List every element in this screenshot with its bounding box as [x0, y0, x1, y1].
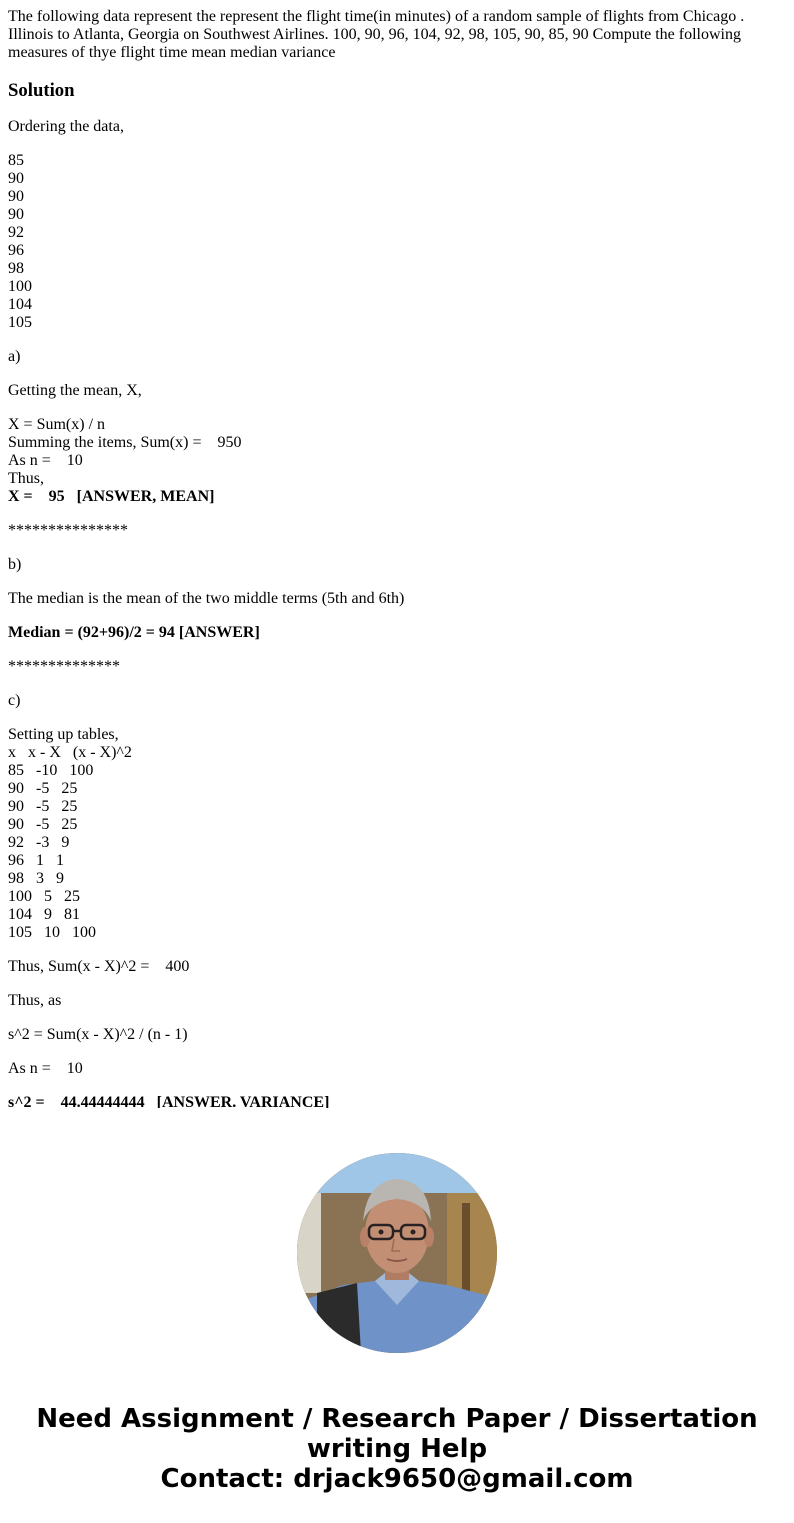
sum-squares-line: Thus, Sum(x - X)^2 = 400 [8, 958, 190, 975]
median-explanation: The median is the mean of the two middle terms (5th and 6th) [8, 590, 405, 607]
part-b-label: b) [8, 556, 22, 573]
deviation-table [8, 726, 786, 942]
mean-answer: X = 95 [ANSWER, MEAN] [8, 488, 215, 505]
list-item: 104 [8, 296, 32, 313]
promo-banner [0, 1404, 794, 1494]
n-line: As n = 10 [8, 452, 83, 469]
table-row: 85 -10 100 [8, 762, 94, 779]
list-item: 98 [8, 260, 24, 277]
table-row: 92 -3 9 [8, 834, 70, 851]
variance-answer: s^2 = 44.44444444 [ANSWER. VARIANCE] [8, 1094, 330, 1108]
separator: ************** [8, 658, 120, 675]
list-item: 90 [8, 206, 24, 223]
table-header: x x - X (x - X)^2 [8, 744, 132, 761]
list-item: 105 [8, 314, 32, 331]
table-row: 104 9 81 [8, 906, 80, 923]
list-item: 100 [8, 278, 32, 295]
promo-contact: Contact: drjack9650@gmail.com [160, 1464, 634, 1494]
table-row: 96 1 1 [8, 852, 64, 869]
separator: *************** [8, 522, 128, 539]
list-item: 90 [8, 188, 24, 205]
solution-heading: Solution [8, 80, 75, 101]
author-portrait [297, 1153, 497, 1353]
table-row: 90 -5 25 [8, 780, 78, 797]
thus-as-line: Thus, as [8, 992, 62, 1009]
promo-line: writing Help [306, 1434, 488, 1464]
part-a-intro: Getting the mean, X, [8, 382, 142, 399]
question-text: The following data represent the represent the flight time(in minutes) of a random sample of flights from Chicago . Illinois to Atlanta, Georgia on Southwest Airlines. 100, 90, 96, 104, 92, 98, 105, 90, 85, 90 Compute the following measures of thye flight time mean median variance [8, 8, 745, 61]
variance-formula: s^2 = Sum(x - X)^2 / (n - 1) [8, 1026, 188, 1043]
table-row: 105 10 100 [8, 924, 96, 941]
median-answer: Median = (92+96)/2 = 94 [ANSWER] [8, 624, 260, 641]
part-a-label: a) [8, 348, 21, 365]
n-line: As n = 10 [8, 1060, 83, 1077]
table-row: 90 -5 25 [8, 816, 78, 833]
table-row: 90 -5 25 [8, 798, 78, 815]
list-item: 92 [8, 224, 24, 241]
table-row: 100 5 25 [8, 888, 80, 905]
list-item: 85 [8, 152, 24, 169]
mean-formula: X = Sum(x) / n [8, 416, 106, 433]
list-item: 90 [8, 170, 24, 187]
avatar [297, 1153, 497, 1353]
thus-line: Thus, [8, 470, 44, 487]
sum-line: Summing the items, Sum(x) = 950 [8, 434, 242, 451]
table-row: 98 3 9 [8, 870, 64, 887]
ordering-intro: Ordering the data, [8, 118, 124, 135]
part-a-work [8, 416, 786, 506]
part-c-label: c) [8, 692, 21, 709]
promo-line: Need Assignment / Research Paper / Dissertation [36, 1404, 758, 1434]
list-item: 96 [8, 242, 24, 259]
ordered-data-list [8, 152, 786, 332]
table-intro: Setting up tables, [8, 726, 119, 743]
